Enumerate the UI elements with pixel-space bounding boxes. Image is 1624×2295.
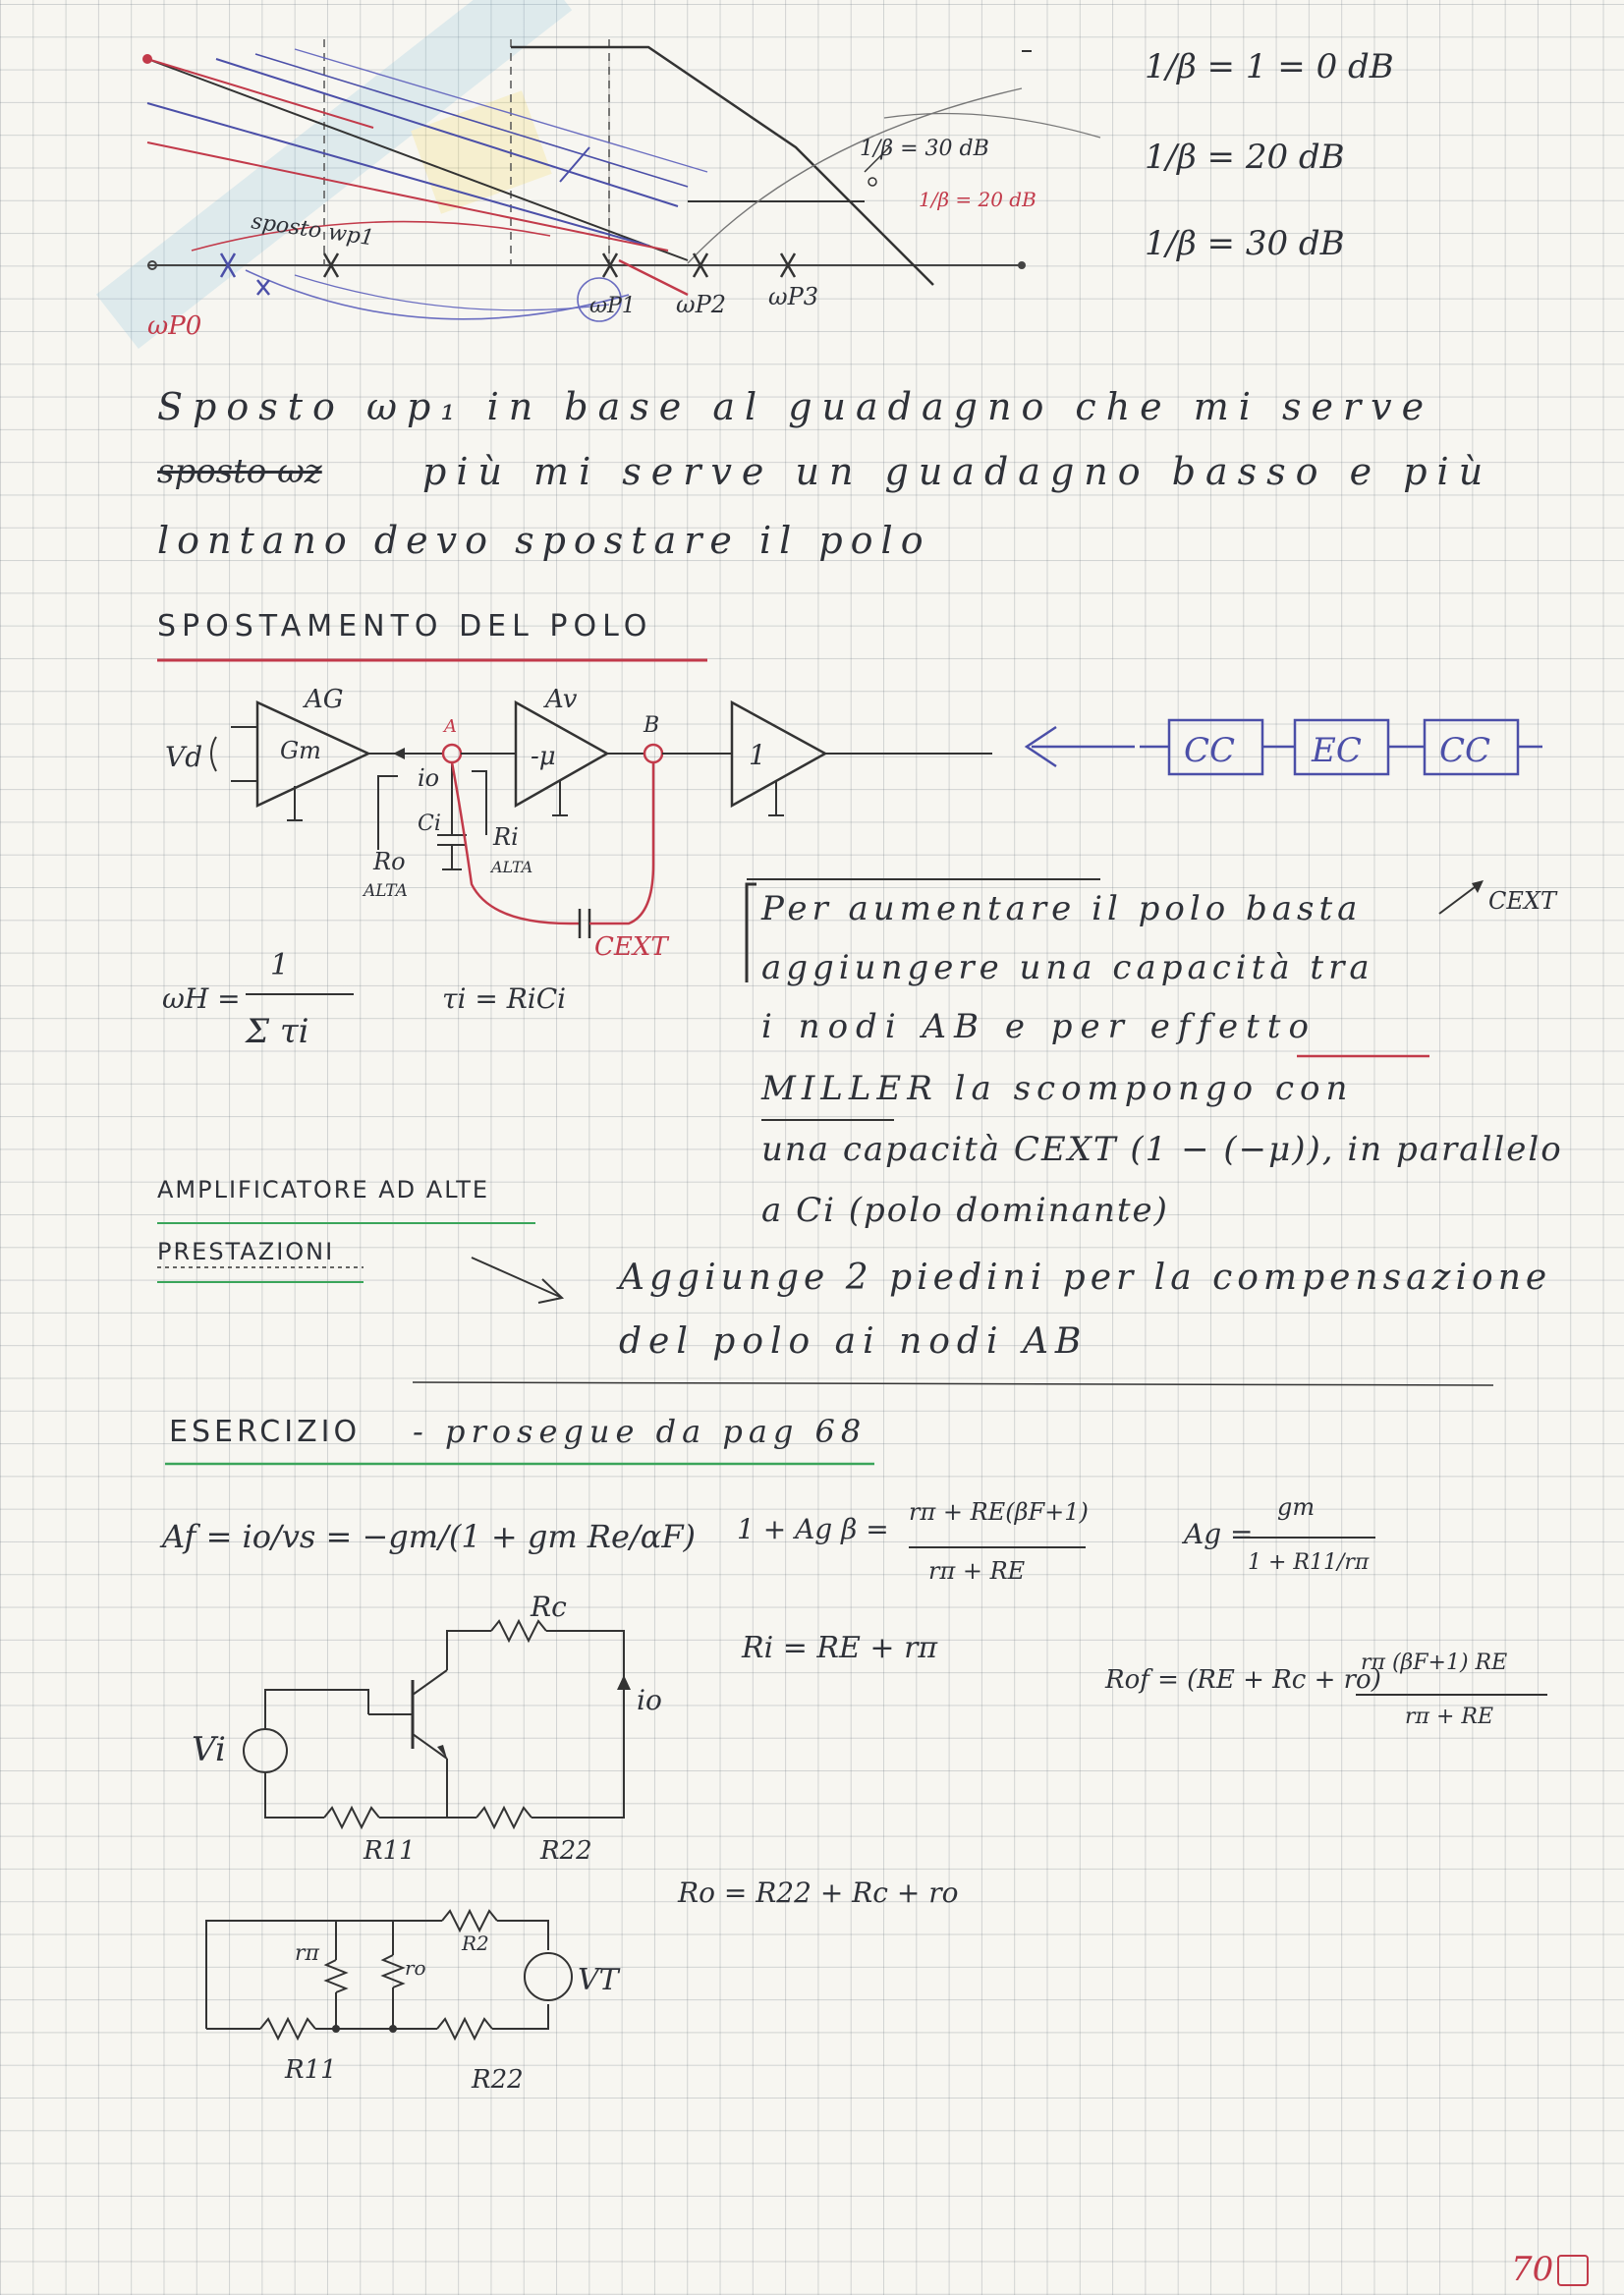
inline-beta20-label: 1/β = 20 dB xyxy=(919,188,1036,211)
box-line-4: MILLER la scompongo con xyxy=(761,1069,1354,1108)
ci-label: Ci xyxy=(418,812,441,836)
loop-gain-num: rπ + RE(βF+1) xyxy=(909,1498,1089,1526)
cext-label: CEXT xyxy=(594,932,668,962)
af-formula: Af = io/vs = −gm/(1 + gm Re/αF) xyxy=(162,1518,697,1555)
wh-lhs: ωH = xyxy=(162,982,241,1015)
wh-den: Σ τi xyxy=(246,1012,309,1051)
r2-label: R2 xyxy=(462,1931,489,1955)
one-label: 1 xyxy=(749,739,766,771)
vt-label: VT xyxy=(578,1963,619,1997)
r22-small-label: R22 xyxy=(472,2065,524,2095)
exercise-subtitle: - prosegue da pag 68 xyxy=(413,1413,868,1450)
ro-alta-label: ALTA xyxy=(364,881,408,901)
section2-note-1: Aggiunge 2 piedini per la compensazione xyxy=(619,1258,1552,1298)
ro-small-label: ro xyxy=(405,1956,426,1980)
ri-formula: Ri = RE + rπ xyxy=(742,1631,938,1665)
io-label: io xyxy=(418,764,440,792)
note-line-2: più mi serve un guadagno basso e più xyxy=(422,450,1493,493)
wp3-label: ωP3 xyxy=(768,283,818,310)
box-cext-label: CEXT xyxy=(1488,887,1556,915)
gm-label: Gm xyxy=(280,737,321,764)
rof-den: rπ + RE xyxy=(1405,1705,1494,1729)
section-title-spostamento: SPOSTAMENTO DEL POLO xyxy=(157,609,653,644)
ro-label: Ro xyxy=(373,848,406,875)
node-a-label: A xyxy=(444,716,457,737)
beta-20db-label: 1/β = 20 dB xyxy=(1145,138,1345,177)
loop-gain-lhs: 1 + Ag β = xyxy=(737,1513,889,1545)
cc-block-2: CC xyxy=(1439,731,1491,770)
wh-num: 1 xyxy=(270,948,290,982)
node-b-label: B xyxy=(644,713,660,738)
section2-note-2: del polo ai nodi AB xyxy=(619,1321,1089,1362)
beta-30db-label: 1/β = 30 dB xyxy=(1145,224,1345,263)
wp1-label: ωP1 xyxy=(589,294,636,318)
box-line-1: Per aumentare il polo basta xyxy=(761,889,1363,928)
page-number: 70 xyxy=(1511,2250,1554,2289)
io-bjt-label: io xyxy=(637,1684,662,1716)
ro-formula: Ro = R22 + Rc + ro xyxy=(678,1876,959,1909)
rof-lhs: Rof = (RE + Rc + ro) xyxy=(1105,1665,1381,1695)
mu-label: -μ xyxy=(531,742,556,771)
tau-formula: τi = RiCi xyxy=(442,982,567,1015)
exercise-title: ESERCIZIO xyxy=(169,1415,362,1449)
box-line-5: una capacità CEXT (1 − (−μ)), in parallelo xyxy=(761,1130,1563,1169)
rpi-label: rπ xyxy=(295,1941,319,1966)
inline-beta30-label: 1/β = 30 dB xyxy=(860,137,989,161)
section-title-prestazioni: PRESTAZIONI xyxy=(157,1238,335,1265)
ag-num: gm xyxy=(1277,1493,1316,1521)
note-strikethrough: sposto ωz xyxy=(157,452,322,491)
vi-label: Vi xyxy=(192,1730,226,1769)
ag-lhs: Ag = xyxy=(1184,1518,1254,1550)
wp0-label: ωP0 xyxy=(147,311,202,341)
note-line-3: lontano devo spostare il polo xyxy=(157,519,931,562)
box-line-2: aggiungere una capacità tra xyxy=(761,948,1374,987)
cc-block-1: CC xyxy=(1184,731,1236,770)
ri-alta-label: ALTA xyxy=(491,858,533,876)
r11-small-label: R11 xyxy=(285,2055,337,2085)
vd-label: Vd xyxy=(165,741,203,773)
box-line-3: i nodi AB e per effetto xyxy=(761,1007,1316,1046)
wp2-label: ωP2 xyxy=(676,291,726,318)
ec-block: EC xyxy=(1312,731,1362,770)
shift-label: sposto wp1 xyxy=(250,209,376,252)
beta-0db-label: 1/β = 1 = 0 dB xyxy=(1145,47,1394,86)
section-title-amplificatore: AMPLIFICATORE AD ALTE xyxy=(157,1176,490,1203)
loop-gain-den: rπ + RE xyxy=(928,1557,1026,1585)
ag-label: AG xyxy=(305,685,344,714)
box-line-6: a Ci (polo dominante) xyxy=(761,1191,1169,1230)
note-line-1: Sposto ωp₁ in base al guadagno che mi serve xyxy=(157,385,1434,428)
page-number-box xyxy=(1557,2255,1589,2286)
ri-label: Ri xyxy=(493,823,519,851)
rof-num: rπ (βF+1) RE xyxy=(1361,1651,1508,1675)
ag-den: 1 + R11/rπ xyxy=(1248,1550,1370,1575)
rc-label: Rc xyxy=(531,1591,567,1623)
av-label: Av xyxy=(545,685,578,714)
r11-label: R11 xyxy=(364,1836,416,1866)
r22-label: R22 xyxy=(540,1836,592,1866)
